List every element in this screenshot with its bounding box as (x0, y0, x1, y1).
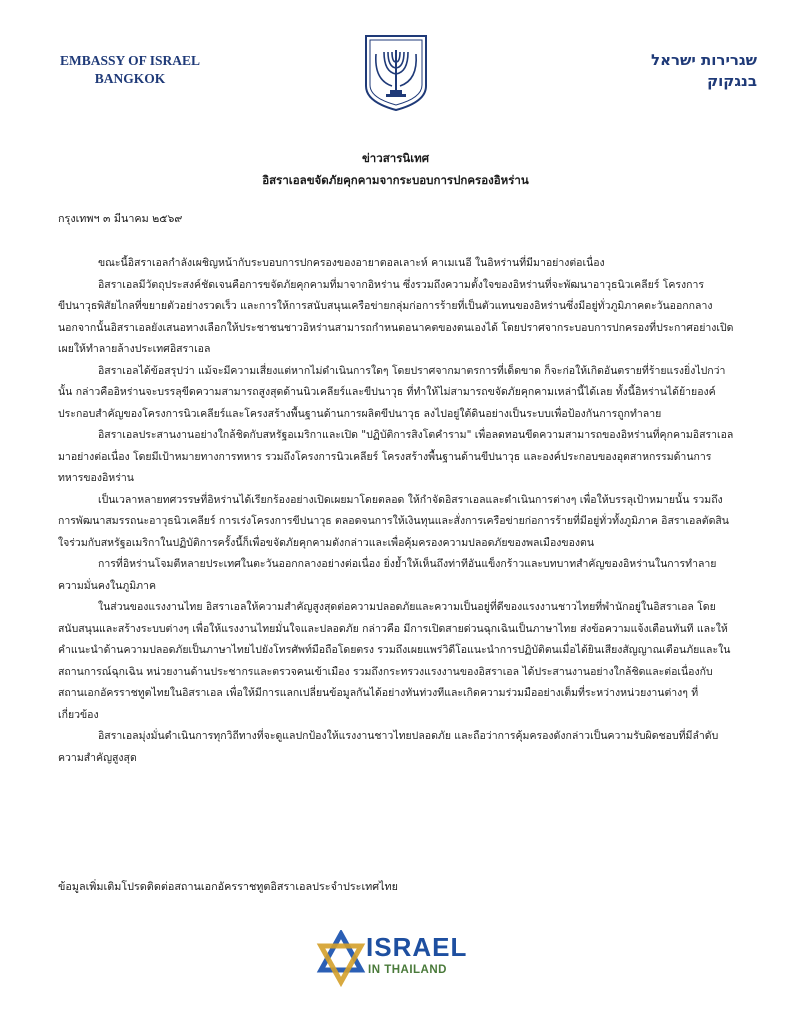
dateline: กรุงเทพฯ ๓ มีนาคม ๒๕๖๙ (58, 212, 183, 225)
embassy-english-name (40, 52, 220, 88)
star-of-david-logo-icon (316, 930, 366, 988)
paragraph: อิสราเอลได้ข้อสรุปว่า แม้จะมีความเสี่ยงแต่หากไม่ดำเนินการใดๆ โดยปราศจากมาตรการที่เด็ดขาด ก็จะก่อให้เกิดอันตรายที่ร้ายแรงยิ่งไปกว่านั้น กล่าวคืออิหร่านจะบรรลุขีดความสามารถสูงสุดด้านนิวเคลียร์และขีปนาวุธ ที่ทำให้ไม่สามารถขจัดภัยคุกคามเหล่านี้ได้เลย ทั้งนี้อิหร่านได้ย้ายองค์ประกอบสำคัญของโครงการนิวเคลียร์และโครงสร้างพื้นฐานด้านการผลิตขีปนาวุธ ลงไปอยู่ใต้ดินอย่างเป็นระบบเพื่อป้องกันการถูกทำลาย (58, 364, 726, 420)
menorah-emblem-icon (362, 34, 430, 112)
document-title: อิสราเอลขจัดภัยคุกคามจากระบอบการปกครองอิหร่าน (262, 173, 529, 187)
paragraph: อิสราเอลประสานงานอย่างใกล้ชิดกับสหรัฐอเมริกาและเปิด "ปฏิบัติการสิงโตคำราม" เพื่อลดทอนขีดความสามารถของอิหร่านที่คุกคามอิสราเอลมาอย่างต่อเนื่อง โดยมีเป้าหมายทางการทหาร รวมถึงโครงการนิวเคลียร์ โครงสร้างพื้นฐานด้านขีปนาวุธ และองค์ประกอบของอุตสาหกรรมด้านการทหารของอิหร่าน (58, 429, 734, 484)
paragraph: ในส่วนของแรงงานไทย อิสราเอลให้ความสำคัญสูงสุดต่อความปลอดภัยและความเป็นอยู่ที่ดีของแรงงานชาวไทยที่พำนักอยู่ในอิสราเอล โดยสนับสนุนและสร้างระบบต่างๆ เพื่อให้แรงงานไทยมั่นใจและปลอดภัย กล่าวคือ มีการเปิดสายด่วนฉุกเฉินเป็นภาษาไทย ส่งข้อความแจ้งเตือนทันที และให้คำแนะนำด้านความปลอดภัยเป็นภาษาไทยไปยังโทรศัพท์มือถือโดยตรง รวมถึงเผยแพร่วิดีโอแนะนำการปฏิบัติตนเมื่อได้ยินเสียงสัญญาณเตือนภัยและในสถานการณ์ฉุกเฉิน หน่วยงานด้านประชากรและตรวจคนเข้าเมือง รวมถึงกระทรวงแรงงานของอิสราเอล ได้ประสานงานอย่างใกล้ชิดและต่อเนื่องกับสถานเอกอัครราชทูตไทยในอิสราเอล เพื่อให้มีการแลกเปลี่ยนข้อมูลกันได้อย่างทันท่วงทีและเกิดความร่วมมืออย่างเต็มที่ระหว่างหน่วยงานต่างๆ ที่เกี่ยวข้อง (58, 601, 731, 721)
embassy-hebrew-name (597, 50, 757, 92)
body-text (58, 253, 734, 769)
paragraph: การที่อิหร่านโจมตีหลายประเทศในตะวันออกกลางอย่างต่อเนื่อง ยิ่งย้ำให้เห็นถึงท่าทีอันแข็งกร้าวและบทบาทสำคัญของอิหร่านในการทำลายความมั่นคงในภูมิภาค (58, 558, 717, 592)
contact-note: ข้อมูลเพิ่มเติมโปรดติดต่อสถานเอกอัครราชทูตอิสราเอลประจำประเทศไทย (58, 880, 398, 893)
logo-wordmark: ISRAEL (366, 932, 468, 962)
embassy-hebrew-line1: שגרירות ישראל (651, 51, 757, 69)
paragraph: อิสราเอลมุ่งมั่นดำเนินการทุกวิถีทางที่จะดูแลปกป้องให้แรงงานชาวไทยปลอดภัย และถือว่าการคุ้มครองดังกล่าวเป็นความรับผิดชอบที่มีลำดับความสำคัญสูงสุด (58, 730, 719, 764)
logo-subtitle: IN THAILAND (368, 964, 447, 976)
document-type-label: ข่าวสารนิเทศ (361, 151, 430, 165)
paragraph: อิสราเอลมีวัตถุประสงค์ชัดเจนคือการขจัดภัยคุกคามที่มาจากอิหร่าน ซึ่งรวมถึงความตั้งใจของอิหร่านที่จะพัฒนาอาวุธนิวเคลียร์ โครงการขีปนาวุธพิสัยไกลที่ขยายตัวอย่างรวดเร็ว และการให้การสนับสนุนเครือข่ายกลุ่มก่อการร้ายที่เป็นตัวแทนของอิหร่านซึ่งมีอยู่ทั่วภูมิภาคตะวันออกกลาง นอกจากนั้นอิสราเอลยังเสนอทางเลือกให้ประชาชนชาวอิหร่านสามารถกำหนดอนาคตของตนเองได้ โดยปราศจากระบอบการปกครองที่ประกาศอย่างเปิดเผยให้ทำลายล้างประเทศอิสราเอล (58, 278, 734, 355)
paragraph: ขณะนี้อิสราเอลกำลังเผชิญหน้ากับระบอบการปกครองของอายาตอลเลาะห์ คาเมเนอี ในอิหร่านที่มีมาอย่างต่อเนื่อง (98, 257, 605, 269)
embassy-english-line1: EMBASSY OF ISRAEL (59, 53, 201, 68)
embassy-english-line2: BANGKOK (94, 71, 166, 86)
paragraph: เป็นเวลาหลายทศวรรษที่อิหร่านได้เรียกร้องอย่างเปิดเผยมาโดยตลอด ให้กำจัดอิสราเอลและดำเนินการต่างๆ เพื่อให้บรรลุเป้าหมายนั้น รวมถึงการพัฒนาสมรรถนะอาวุธนิวเคลียร์ การเร่งโครงการขีปนาวุธ ตลอดจนการให้เงินทุนและสั่งการเครือข่ายก่อการร้ายที่มีอยู่ทั่วทั้งภูมิภาค อิสราเอลตัดสินใจร่วมกับสหรัฐอเมริกาในปฏิบัติการครั้งนี้ก็เพื่อขจัดภัยคุกคามดังกล่าวและเพื่อคุ้มครองความปลอดภัยของพลเมืองของตน (58, 493, 729, 549)
embassy-hebrew-line2: בנגקוק (707, 72, 757, 90)
israel-in-thailand-logo (316, 930, 486, 988)
